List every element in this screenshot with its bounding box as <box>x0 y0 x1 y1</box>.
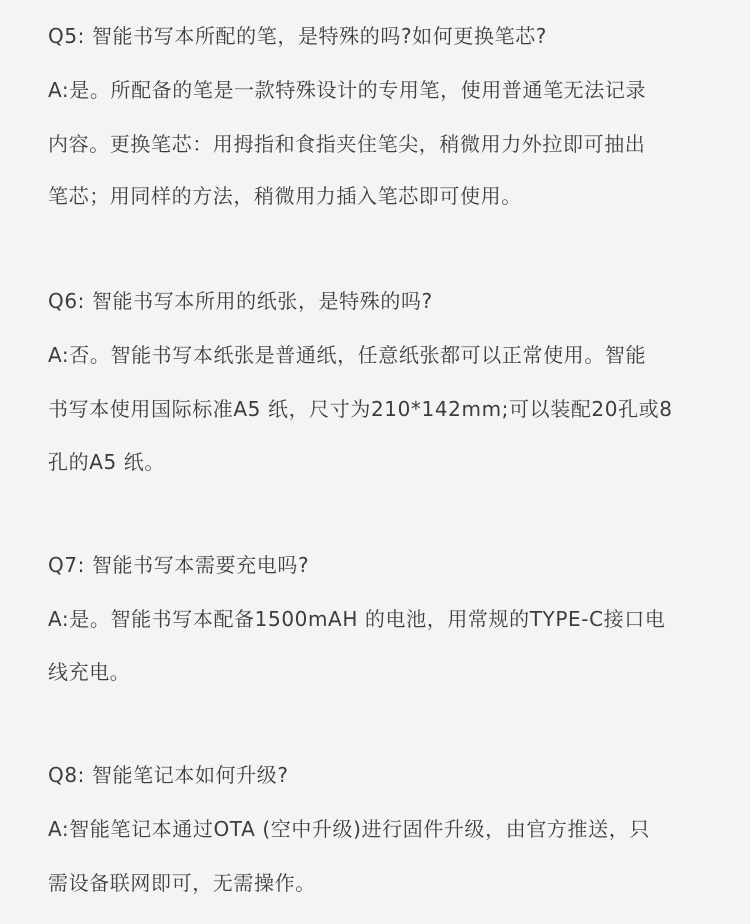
faq-answer-q5-line-1: A:是。所配备的笔是一款特殊设计的专用笔，使用普通笔无法记录 <box>48 78 647 102</box>
faq-answer-q5-line-2: 内容。更换笔芯：用拇指和食指夹住笔尖，稍微用力外拉即可抽出 <box>48 132 646 156</box>
faq-answer-q8-line-2: 需设备联网即可，无需操作。 <box>48 871 316 895</box>
faq-question-q6: Q6: 智能书写本所用的纸张，是特殊的吗? <box>48 289 433 313</box>
faq-answer-q6-line-1: A:否。智能书写本纸张是普通纸，任意纸张都可以正常使用。智能 <box>48 343 647 367</box>
faq-answer-q8-line-1: A:智能笔记本通过OTA (空中升级)进行固件升级，由官方推送，只 <box>48 817 650 841</box>
faq-answer-q7-line-2: 线充电。 <box>48 660 131 684</box>
faq-answer-q7-line-1: A:是。智能书写本配备1500mAH 的电池，用常规的TYPE-C接口电 <box>48 607 666 631</box>
faq-answer-q5-line-3: 笔芯；用同样的方法，稍微用力插入笔芯即可使用。 <box>48 184 522 208</box>
faq-question-q7: Q7: 智能书写本需要充电吗? <box>48 553 310 577</box>
faq-question-q8: Q8: 智能笔记本如何升级? <box>48 763 289 787</box>
faq-answer-q6-line-2: 书写本使用国际标准A5 纸，尺寸为210*142mm;可以装配20孔或8 <box>48 397 673 421</box>
faq-answer-q6-line-3: 孔的A5 纸。 <box>48 450 165 474</box>
faq-question-q5: Q5: 智能书写本所配的笔，是特殊的吗?如何更换笔芯? <box>48 24 547 48</box>
